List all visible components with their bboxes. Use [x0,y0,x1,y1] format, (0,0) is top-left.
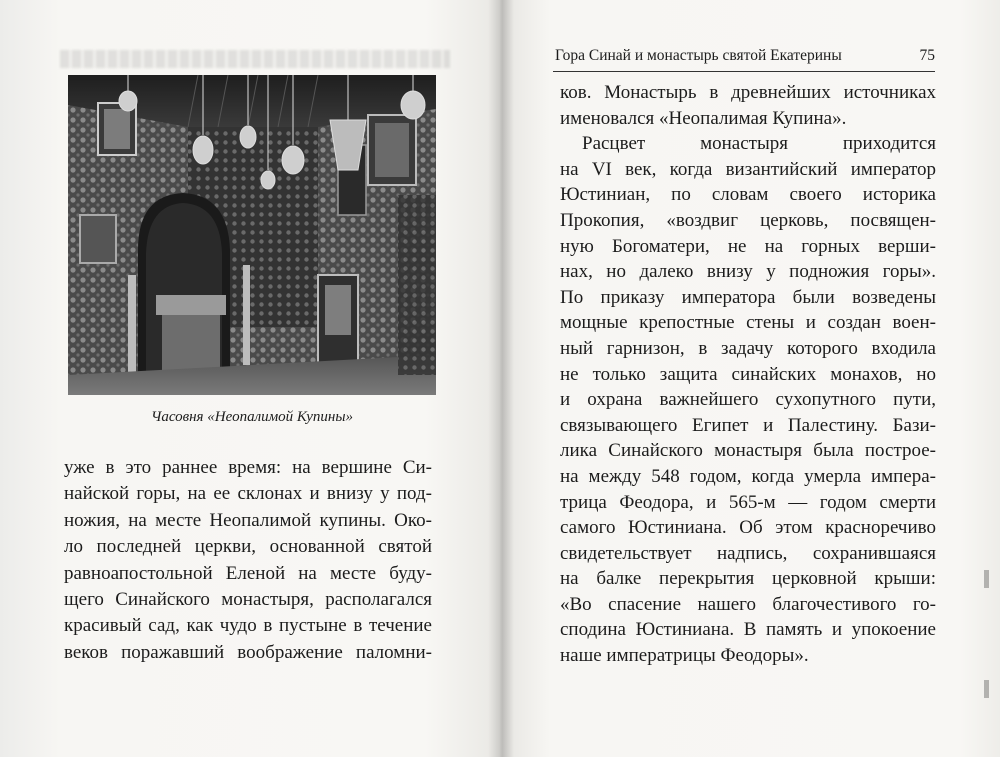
text-line: трица Феодора, и 565-м — годом смерти [560,491,936,513]
text-line: уже в это раннее время: на вершине Си- [64,457,432,478]
text-line: щего Синайского монастыря, располагался [64,589,432,611]
text-line: сподина Юстиниана. В память и упокоение [560,619,936,641]
text-line: на VI век, когда византийский император [560,158,936,180]
running-head [555,47,935,65]
bleed-through-header [60,50,450,68]
text-line: на между 548 годом, когда умерла импера- [560,465,936,487]
text-line: ло последней церкви, основанной святой [64,536,432,558]
text-line: именовался «Неопалимая Купина». [560,107,847,129]
text-line: ную Богоматери, не на горных верши- [560,235,936,257]
book-gutter [488,0,514,757]
text-line: ножия, на месте Неопалимой купины. Око- [64,509,432,531]
text-line: равноапостольной Еленой на месте буду- [64,562,432,584]
text-line: веков поражавший воображение паломни- [64,641,432,663]
text-line: ный гарнизон, в задачу которого входила [560,337,936,359]
text-line: нах, но далеко внизу у подножия горы». [560,261,936,283]
text-line: По приказу императора были возведены [560,286,936,308]
text-line: свидетельствует надпись, сохранившаяся [560,542,936,564]
running-head-title: Гора Синай и монастырь святой Екатерины [555,47,842,64]
chapel-photo-image [68,75,436,395]
chapel-photo [68,75,436,395]
page-number: 75 [919,47,935,64]
right-body-text [560,80,936,669]
text-line: лика Синайского монастыря была построе- [560,440,936,462]
margin-mark [984,680,989,698]
text-line: Расцвет монастыря приходится [582,133,936,155]
text-line: наше императрицы Феодоры». [560,645,809,667]
photo-caption: Часовня «Неопалимой Купины» [150,409,354,425]
text-line: не только защита синайских монахов, но [560,363,936,385]
text-line: Прокопия, «воздвиг церковь, посвящен- [560,209,936,231]
margin-mark [984,570,989,588]
text-line: самого Юстиниана. Об этом красноречиво [560,517,936,539]
text-line: на балке перекрытия церковной крыши: [560,568,936,590]
text-line: мощные крепостные стены и создан воен- [560,312,936,334]
running-head-rule [553,71,935,72]
text-line: и охрана важнейшего сухопутного пути, [560,389,936,411]
text-line: найской горы, на ее склонах и внизу у под- [64,483,432,505]
text-line: «Во спасение нашего благочестивого го- [560,593,936,615]
left-body-text [64,455,432,666]
text-line: связывающего Египет и Палестину. Бази- [560,414,936,436]
text-line: Юстиниан, по словам своего историка [560,184,936,206]
text-line: ков. Монастырь в древнейших источниках [560,82,936,103]
text-line: красивый сад, как чудо в пустыне в течение [64,615,432,637]
